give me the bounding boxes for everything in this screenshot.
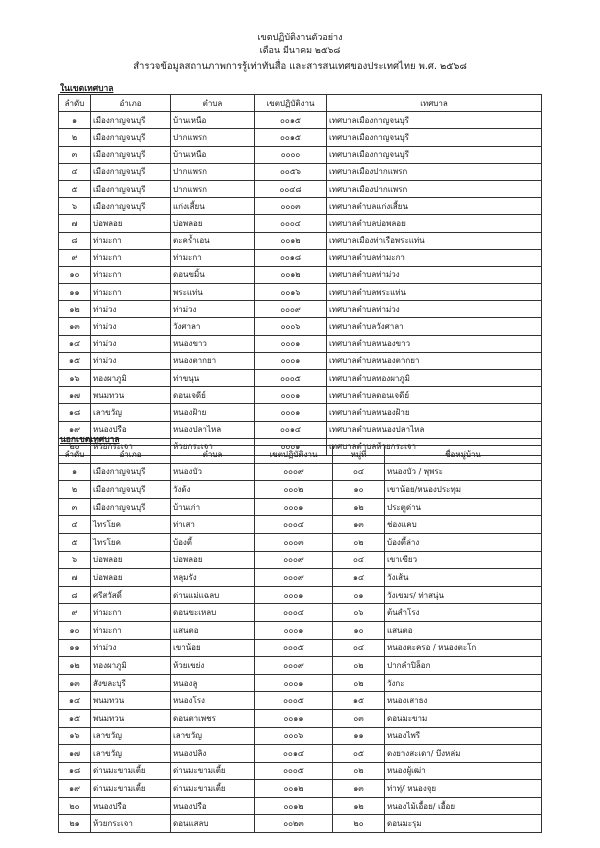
- cell-district: ท่าม่วง: [91, 639, 171, 657]
- cell-work-area: ๐๐๐๙: [255, 551, 333, 569]
- cell-no: ๙: [59, 604, 91, 622]
- cell-work-area: ๐๐๑๔: [255, 421, 327, 438]
- cell-subdistrict: บ้านเก่า: [171, 498, 255, 516]
- doc-title: เขตปฏิบัติงานตัวอย่าง: [257, 33, 343, 43]
- cell-village-no: ๑๐: [333, 621, 385, 639]
- cell-no: ๑๙: [59, 421, 91, 438]
- cell-municipality: เทศบาลตำบลทองผาภูมิ: [327, 370, 542, 387]
- cell-work-area: ๐๐๐๑: [255, 387, 327, 404]
- cell-subdistrict: บ้านเหนือ: [171, 112, 255, 129]
- table-row: [59, 129, 542, 146]
- cell-work-area: ๐๐๐๖: [255, 318, 327, 335]
- cell-work-area: ๐๐๐๑: [255, 352, 327, 369]
- cell-district: ท่าม่วง: [91, 301, 171, 318]
- cell-district: ศรีสวัสดิ์: [91, 586, 171, 604]
- table-row: [59, 727, 542, 745]
- cell-village-no: ๐๒: [333, 657, 385, 675]
- cell-no: ๗: [59, 215, 91, 232]
- cell-district: ไทรโยค: [91, 533, 171, 551]
- cell-municipality: เทศบาลตำบลวังศาลา: [327, 318, 542, 335]
- cell-municipality: เทศบาลตำบลแก่งเสี้ยน: [327, 198, 542, 215]
- cell-subdistrict: ดอนขะเหลบ: [171, 604, 255, 622]
- cell-no: ๒: [59, 129, 91, 146]
- cell-district: เมืองกาญจนบุรี: [91, 112, 171, 129]
- cell-district: เมืองกาญจนบุรี: [91, 129, 171, 146]
- cell-no: ๑: [59, 112, 91, 129]
- cell-district: พนมทวน: [91, 387, 171, 404]
- cell-no: ๑๔: [59, 692, 91, 710]
- cell-work-area: ๐๐๐๐: [255, 146, 327, 163]
- cell-no: ๑๒: [59, 301, 91, 318]
- cell-municipality: เทศบาลตำบลท่ามะกา: [327, 249, 542, 266]
- cell-district: เมืองกาญจนบุรี: [91, 163, 171, 180]
- cell-village-no: ๑๑: [333, 727, 385, 745]
- table-row: [59, 112, 542, 129]
- cell-district: บ่อพลอย: [91, 215, 171, 232]
- cell-village-name: วังเขมร/ ท่าสนุ่น: [385, 586, 542, 604]
- cell-district: เมืองกาญจนบุรี: [91, 198, 171, 215]
- cell-district: เมืองกาญจนบุรี: [91, 146, 171, 163]
- cell-district: ท่ามะกา: [91, 284, 171, 301]
- cell-work-area: ๐๐๐๙: [255, 569, 333, 587]
- cell-work-area: ๐๐๑๘: [255, 249, 327, 266]
- cell-district: ท่าม่วง: [91, 352, 171, 369]
- cell-subdistrict: ดอนเจดีย์: [171, 387, 255, 404]
- cell-work-area: ๐๐๐๑: [255, 438, 327, 455]
- table-row: [59, 815, 542, 833]
- municipal-table: [58, 94, 542, 456]
- cell-no: ๓: [59, 498, 91, 516]
- cell-district: หนองปรือ: [91, 421, 171, 438]
- cell-no: ๑๐: [59, 266, 91, 283]
- cell-no: ๕: [59, 180, 91, 197]
- cell-no: ๙: [59, 249, 91, 266]
- table-row: [59, 266, 542, 283]
- col-header-village-no: หมู่ที่: [333, 446, 385, 464]
- cell-municipality: เทศบาลตำบลหนองตากยา: [327, 352, 542, 369]
- cell-subdistrict: หนองปรือ: [171, 797, 255, 815]
- cell-municipality: เทศบาลตำบลหนองขาว: [327, 335, 542, 352]
- col-header-district: อำเภอ: [91, 446, 171, 464]
- cell-village-no: ๒๐: [333, 815, 385, 833]
- cell-no: ๖: [59, 198, 91, 215]
- cell-work-area: ๐๐๐๑: [255, 404, 327, 421]
- cell-subdistrict: หนองขาว: [171, 335, 255, 352]
- table-row: [59, 481, 542, 499]
- cell-work-area: ๐๐๑๒: [255, 232, 327, 249]
- cell-subdistrict: ด่านมะขามเตี้ย: [171, 762, 255, 780]
- col-header-municipality: เทศบาล: [327, 95, 542, 112]
- table-row: [59, 533, 542, 551]
- cell-no: ๒๑: [59, 815, 91, 833]
- cell-municipality: เทศบาลตำบลท่าม่วง: [327, 301, 542, 318]
- cell-work-area: ๐๐๐๖: [255, 727, 333, 745]
- table-row: [59, 370, 542, 387]
- table-row: [59, 674, 542, 692]
- cell-village-name: ดงยางสะเดา/ บึงหล่ม: [385, 745, 542, 763]
- cell-district: ท่ามะกา: [91, 266, 171, 283]
- cell-work-area: ๐๐๔๘: [255, 180, 327, 197]
- cell-district: บ่อพลอย: [91, 569, 171, 587]
- cell-municipality: เทศบาลตำบลดอนเจดีย์: [327, 387, 542, 404]
- cell-no: ๑๖: [59, 727, 91, 745]
- col-header-work-area: เขตปฏิบัติงาน: [255, 95, 327, 112]
- cell-village-name: ดอนมะรุม: [385, 815, 542, 833]
- non-municipal-table: [58, 445, 542, 833]
- cell-work-area: ๐๐๐๑: [255, 674, 333, 692]
- table-row: [59, 146, 542, 163]
- table-row: [59, 551, 542, 569]
- cell-subdistrict: ดอนขมิ้น: [171, 266, 255, 283]
- cell-municipality: เทศบาลตำบลห้วยกระเจา: [327, 438, 542, 455]
- cell-district: ไทรโยค: [91, 516, 171, 534]
- cell-work-area: ๐๐๐๙: [255, 301, 327, 318]
- cell-no: ๑๗: [59, 745, 91, 763]
- doc-subtitle: สำรวจข้อมูลสถานภาพการรู้เท่าทันสื่อ และสารสนเทศของประเทศไทย พ.ศ. ๒๕๖๘: [133, 61, 467, 72]
- col-header-district: อำเภอ: [91, 95, 171, 112]
- cell-no: ๖: [59, 551, 91, 569]
- cell-subdistrict: ท่ามะกา: [171, 249, 255, 266]
- cell-village-no: ๐๑: [333, 586, 385, 604]
- cell-village-no: ๐๒: [333, 674, 385, 692]
- cell-village-name: วังกะ: [385, 674, 542, 692]
- cell-no: ๒: [59, 481, 91, 499]
- cell-village-no: ๑๒: [333, 498, 385, 516]
- cell-subdistrict: วังด้ง: [171, 481, 255, 499]
- cell-village-name: ปากลำปิล็อก: [385, 657, 542, 675]
- cell-subdistrict: แสนตอ: [171, 621, 255, 639]
- table-row: [59, 516, 542, 534]
- table-row: [59, 569, 542, 587]
- cell-district: เมืองกาญจนบุรี: [91, 481, 171, 499]
- cell-subdistrict: ปากแพรก: [171, 180, 255, 197]
- cell-district: ท่ามะกา: [91, 232, 171, 249]
- cell-work-area: ๐๐๒๓: [255, 815, 333, 833]
- cell-work-area: ๐๐๐๓: [255, 198, 327, 215]
- cell-work-area: ๐๐๐๑: [255, 498, 333, 516]
- cell-village-name: ประตูด่าน: [385, 498, 542, 516]
- table-row: [59, 498, 542, 516]
- cell-no: ๑๓: [59, 674, 91, 692]
- cell-work-area: ๐๐๐๙: [255, 657, 333, 675]
- cell-district: ท่าม่วง: [91, 335, 171, 352]
- cell-no: ๑๘: [59, 762, 91, 780]
- cell-no: ๒๐: [59, 797, 91, 815]
- cell-district: พนมทวน: [91, 692, 171, 710]
- cell-village-no: ๐๔: [333, 639, 385, 657]
- cell-no: ๑๑: [59, 639, 91, 657]
- cell-work-area: ๐๐๑๒: [255, 780, 333, 798]
- cell-village-name: หนองบัว / พุพระ: [385, 463, 542, 481]
- table-row: [59, 215, 542, 232]
- cell-work-area: ๐๐๐๓: [255, 533, 333, 551]
- cell-subdistrict: ท่าม่วง: [171, 301, 255, 318]
- cell-subdistrict: หนองโรง: [171, 692, 255, 710]
- cell-work-area: ๐๐๐๕: [255, 370, 327, 387]
- cell-village-no: ๐๒: [333, 533, 385, 551]
- cell-district: ห้วยกระเจา: [91, 815, 171, 833]
- table-row: [59, 249, 542, 266]
- cell-work-area: ๐๐๐๔: [255, 215, 327, 232]
- table-row: [59, 421, 542, 438]
- table-row: [59, 198, 542, 215]
- cell-municipality: เทศบาลตำบลพระแท่น: [327, 284, 542, 301]
- cell-no: ๑๓: [59, 318, 91, 335]
- table-row: [59, 709, 542, 727]
- cell-village-no: ๐๔: [333, 551, 385, 569]
- col-header-subdistrict: ตำบล: [171, 446, 255, 464]
- cell-work-area: ๐๐๑๔: [255, 745, 333, 763]
- cell-no: ๒๐: [59, 438, 91, 455]
- cell-district: หนองปรือ: [91, 797, 171, 815]
- cell-work-area: ๐๐๐๔: [255, 516, 333, 534]
- cell-village-name: เขาน้อย/หนองประทุม: [385, 481, 542, 499]
- cell-work-area: ๐๐๐๑: [255, 335, 327, 352]
- cell-no: ๘: [59, 586, 91, 604]
- cell-subdistrict: หนองลู: [171, 674, 255, 692]
- cell-village-name: ต้นสำโรง: [385, 604, 542, 622]
- cell-village-no: ๑๓: [333, 780, 385, 798]
- cell-district: ด่านมะขามเตี้ย: [91, 762, 171, 780]
- col-header-subdistrict: ตำบล: [171, 95, 255, 112]
- cell-subdistrict: บ่อพลอย: [171, 215, 255, 232]
- col-header-village-name: ชื่อหมู่บ้าน: [385, 446, 542, 464]
- table-row: [59, 762, 542, 780]
- cell-subdistrict: ตะคร้ำเอน: [171, 232, 255, 249]
- cell-subdistrict: ท่าขนุน: [171, 370, 255, 387]
- cell-subdistrict: ด่านมะขามเตี้ย: [171, 780, 255, 798]
- cell-village-name: วังเส้น: [385, 569, 542, 587]
- cell-subdistrict: บ่อพลอย: [171, 551, 255, 569]
- cell-village-name: หนองไม้เอื้อย/ เอื้อย: [385, 797, 542, 815]
- cell-no: ๑๔: [59, 335, 91, 352]
- doc-month: เดือน มีนาคม ๒๕๖๘: [259, 46, 341, 56]
- table-row: [59, 621, 542, 639]
- cell-work-area: ๐๐๑๖: [255, 284, 327, 301]
- cell-district: เมืองกาญจนบุรี: [91, 498, 171, 516]
- cell-district: เลาขวัญ: [91, 727, 171, 745]
- cell-municipality: เทศบาลเมืองกาญจนบุรี: [327, 146, 542, 163]
- cell-municipality: เทศบาลเมืองกาญจนบุรี: [327, 112, 542, 129]
- cell-no: ๔: [59, 516, 91, 534]
- cell-village-no: ๐๔: [333, 463, 385, 481]
- cell-district: ท่ามะกา: [91, 604, 171, 622]
- table-row: [59, 301, 542, 318]
- col-header-no: ลำดับ: [59, 95, 91, 112]
- cell-subdistrict: ห้วยกระเจา: [171, 438, 255, 455]
- cell-village-no: ๑๔: [333, 569, 385, 587]
- cell-subdistrict: หลุมรัง: [171, 569, 255, 587]
- cell-village-no: ๑๓: [333, 516, 385, 534]
- cell-work-area: ๐๐๑๒: [255, 797, 333, 815]
- section-municipal-title: ในเขตเทศบาล: [60, 84, 114, 94]
- cell-no: ๑๒: [59, 657, 91, 675]
- cell-village-name: หนองผู้เฒ่า: [385, 762, 542, 780]
- cell-municipality: เทศบาลเมืองกาญจนบุรี: [327, 129, 542, 146]
- cell-no: ๑๕: [59, 709, 91, 727]
- cell-work-area: ๐๐๐๑: [255, 621, 333, 639]
- table-row: [59, 639, 542, 657]
- table-row: [59, 797, 542, 815]
- cell-no: ๔: [59, 163, 91, 180]
- table-row: [59, 586, 542, 604]
- cell-subdistrict: เขาน้อย: [171, 639, 255, 657]
- table-row: [59, 745, 542, 763]
- table-row: [59, 657, 542, 675]
- table-row: [59, 352, 542, 369]
- cell-subdistrict: ปากแพรก: [171, 129, 255, 146]
- cell-work-area: ๐๐๐๕: [255, 692, 333, 710]
- cell-no: ๑๑: [59, 284, 91, 301]
- cell-subdistrict: หนองปลิง: [171, 745, 255, 763]
- table-row: [59, 232, 542, 249]
- table-row: [59, 318, 542, 335]
- cell-no: ๑๕: [59, 352, 91, 369]
- cell-work-area: ๐๐๑๒: [255, 266, 327, 283]
- col-header-work-area: เขตปฏิบัติงาน: [255, 446, 333, 464]
- cell-municipality: เทศบาลตำบลหนองปลาไหล: [327, 421, 542, 438]
- cell-work-area: ๐๐๑๑: [255, 709, 333, 727]
- cell-municipality: เทศบาลเมืองปากแพรก: [327, 163, 542, 180]
- cell-village-no: ๐๖: [333, 604, 385, 622]
- cell-work-area: ๐๐๕๖: [255, 163, 327, 180]
- cell-village-no: ๑๐: [333, 481, 385, 499]
- cell-village-name: หนองไพรี: [385, 727, 542, 745]
- cell-village-no: ๑๕: [333, 692, 385, 710]
- cell-district: ท่ามะกา: [91, 621, 171, 639]
- cell-village-name: หนองตะครอ / หนองตะโก: [385, 639, 542, 657]
- cell-no: ๓: [59, 146, 91, 163]
- cell-municipality: เทศบาลตำบลหนองฝ้าย: [327, 404, 542, 421]
- cell-no: ๗: [59, 569, 91, 587]
- section-non-municipal-title: นอกเขตเทศบาล: [60, 435, 120, 445]
- table-header-row: [59, 95, 542, 112]
- table-row: [59, 780, 542, 798]
- cell-district: สังขละบุรี: [91, 674, 171, 692]
- cell-village-name: ท่าทุ่/ หนองจุย: [385, 780, 542, 798]
- table-row: [59, 180, 542, 197]
- cell-no: ๑๖: [59, 370, 91, 387]
- cell-subdistrict: หนองตากยา: [171, 352, 255, 369]
- cell-village-no: ๐๓: [333, 709, 385, 727]
- cell-municipality: เทศบาลเมืองท่าเรือพระแท่น: [327, 232, 542, 249]
- col-header-no: ลำดับ: [59, 446, 91, 464]
- cell-work-area: ๐๐๐๕: [255, 639, 333, 657]
- table-row: [59, 604, 542, 622]
- cell-village-no: ๐๒: [333, 762, 385, 780]
- cell-subdistrict: เลาขวัญ: [171, 727, 255, 745]
- cell-work-area: ๐๐๑๕: [255, 112, 327, 129]
- cell-work-area: ๐๐๐๙: [255, 463, 333, 481]
- table-row: [59, 404, 542, 421]
- cell-village-name: หนองเสาธง: [385, 692, 542, 710]
- cell-subdistrict: หนองฝ้าย: [171, 404, 255, 421]
- cell-district: ด่านมะขามเตี้ย: [91, 780, 171, 798]
- cell-work-area: ๐๐๐๒: [255, 481, 333, 499]
- cell-no: ๕: [59, 533, 91, 551]
- table-row: [59, 284, 542, 301]
- cell-village-name: ดอนมะขาม: [385, 709, 542, 727]
- cell-no: ๑๘: [59, 404, 91, 421]
- table-row: [59, 163, 542, 180]
- table-row: [59, 692, 542, 710]
- cell-district: ห้วยกระเจา: [91, 438, 171, 455]
- cell-subdistrict: พระแท่น: [171, 284, 255, 301]
- cell-work-area: ๐๐๐๑: [255, 586, 333, 604]
- cell-work-area: ๐๐๐๕: [255, 762, 333, 780]
- cell-subdistrict: ท่าเสา: [171, 516, 255, 534]
- cell-work-area: ๐๐๑๕: [255, 129, 327, 146]
- cell-no: ๑๗: [59, 387, 91, 404]
- cell-municipality: เทศบาลตำบลท่าม่วง: [327, 266, 542, 283]
- cell-village-no: ๑๒: [333, 797, 385, 815]
- cell-work-area: ๐๐๐๔: [255, 604, 333, 622]
- cell-subdistrict: ปากแพรก: [171, 163, 255, 180]
- cell-district: ทองผาภูมิ: [91, 657, 171, 675]
- cell-municipality: เทศบาลตำบลบ่อพลอย: [327, 215, 542, 232]
- cell-subdistrict: วังศาลา: [171, 318, 255, 335]
- cell-no: ๘: [59, 232, 91, 249]
- table-row: [59, 463, 542, 481]
- cell-village-name: แสนตอ: [385, 621, 542, 639]
- cell-village-name: ช่องแคบ: [385, 516, 542, 534]
- cell-district: พนมทวน: [91, 709, 171, 727]
- cell-village-name: เขาเขียว: [385, 551, 542, 569]
- table-header-row: [59, 446, 542, 464]
- cell-district: เลาขวัญ: [91, 404, 171, 421]
- cell-district: บ่อพลอย: [91, 551, 171, 569]
- cell-village-name: บ้องตี้ล่าง: [385, 533, 542, 551]
- cell-district: เมืองกาญจนบุรี: [91, 463, 171, 481]
- cell-district: ทองผาภูมิ: [91, 370, 171, 387]
- cell-subdistrict: หนองปลาไหล: [171, 421, 255, 438]
- cell-no: ๑: [59, 463, 91, 481]
- cell-subdistrict: ห้วยเขย่ง: [171, 657, 255, 675]
- cell-subdistrict: หนองบัว: [171, 463, 255, 481]
- cell-municipality: เทศบาลเมืองปากแพรก: [327, 180, 542, 197]
- cell-district: ท่าม่วง: [91, 318, 171, 335]
- cell-district: ท่ามะกา: [91, 249, 171, 266]
- cell-district: เมืองกาญจนบุรี: [91, 180, 171, 197]
- cell-subdistrict: แก่งเสี้ยน: [171, 198, 255, 215]
- cell-district: เลาขวัญ: [91, 745, 171, 763]
- table-row: [59, 387, 542, 404]
- cell-no: ๑๙: [59, 780, 91, 798]
- cell-subdistrict: บ้องตี้: [171, 533, 255, 551]
- cell-subdistrict: ด่านแม่แฉลบ: [171, 586, 255, 604]
- cell-subdistrict: บ้านเหนือ: [171, 146, 255, 163]
- cell-subdistrict: ดอนแสลบ: [171, 815, 255, 833]
- table-row: [59, 335, 542, 352]
- cell-subdistrict: ดอนตาเพชร: [171, 709, 255, 727]
- cell-village-no: ๐๕: [333, 745, 385, 763]
- cell-no: ๑๐: [59, 621, 91, 639]
